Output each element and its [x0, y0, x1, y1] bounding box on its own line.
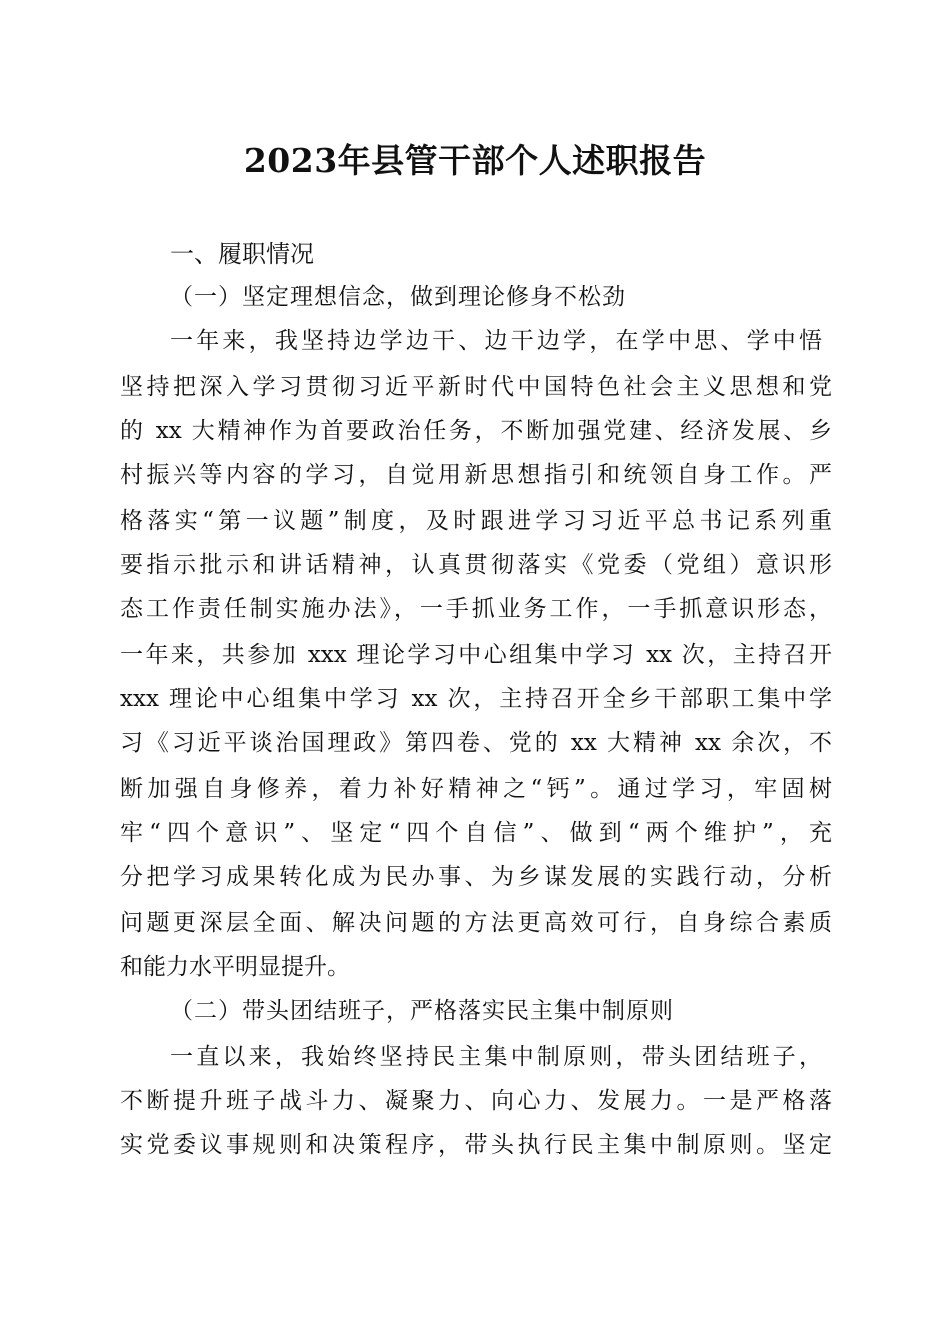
paragraph-line: 一年来，共参加 xxx 理论学习中心组集中学习 xx 次，主持召开	[120, 642, 832, 668]
paragraph-line: 的 xx 大精神作为首要政治任务，不断加强党建、经济发展、乡	[120, 418, 832, 444]
subsection-heading-2: （二）带头团结班子，严格落实民主集中制原则	[170, 998, 674, 1024]
paragraph-line: 态工作责任制实施办法》，一手抓业务工作，一手抓意识形态，	[120, 596, 832, 622]
paragraph-line: 断加强自身修养，着力补好精神之“钙”。通过学习，牢固树	[120, 776, 832, 802]
paragraph-line: 不断提升班子战斗力、凝聚力、向心力、发展力。一是严格落	[120, 1088, 832, 1114]
paragraph-line: 一年来，我坚持边学边干、边干边学，在学中思、学中悟	[170, 328, 822, 354]
paragraph-line: 坚持把深入学习贯彻习近平新时代中国特色社会主义思想和党	[120, 374, 832, 400]
paragraph-line: 村振兴等内容的学习，自觉用新思想指引和统领自身工作。严	[120, 462, 832, 488]
paragraph-line: 格落实“第一议题”制度，及时跟进学习习近平总书记系列重	[120, 508, 832, 534]
paragraph-line: 分把学习成果转化成为民办事、为乡谋发展的实践行动，分析	[120, 864, 832, 890]
paragraph-line: 问题更深层全面、解决问题的方法更高效可行，自身综合素质	[120, 910, 832, 936]
document-title: 2023年县管干部个人述职报告	[243, 141, 707, 180]
paragraph-line: 一直以来，我始终坚持民主集中制原则，带头团结班子，	[170, 1044, 822, 1070]
paragraph-line: xxx 理论中心组集中学习 xx 次，主持召开全乡干部职工集中学	[120, 686, 832, 712]
section-heading-1: 一、履职情况	[170, 240, 314, 268]
paragraph-line: 和能力水平明显提升。	[120, 954, 350, 980]
paragraph-line: 习《习近平谈治国理政》第四卷、党的 xx 大精神 xx 余次，不	[120, 730, 832, 756]
paragraph-line: 实党委议事规则和决策程序，带头执行民主集中制原则。坚定	[120, 1132, 832, 1158]
subsection-heading-1: （一）坚定理想信念，做到理论修身不松劲	[170, 284, 626, 310]
paragraph-line: 牢“四个意识”、坚定“四个自信”、做到“两个维护”，充	[120, 820, 832, 846]
paragraph-line: 要指示批示和讲话精神，认真贯彻落实《党委（党组）意识形	[120, 552, 832, 578]
